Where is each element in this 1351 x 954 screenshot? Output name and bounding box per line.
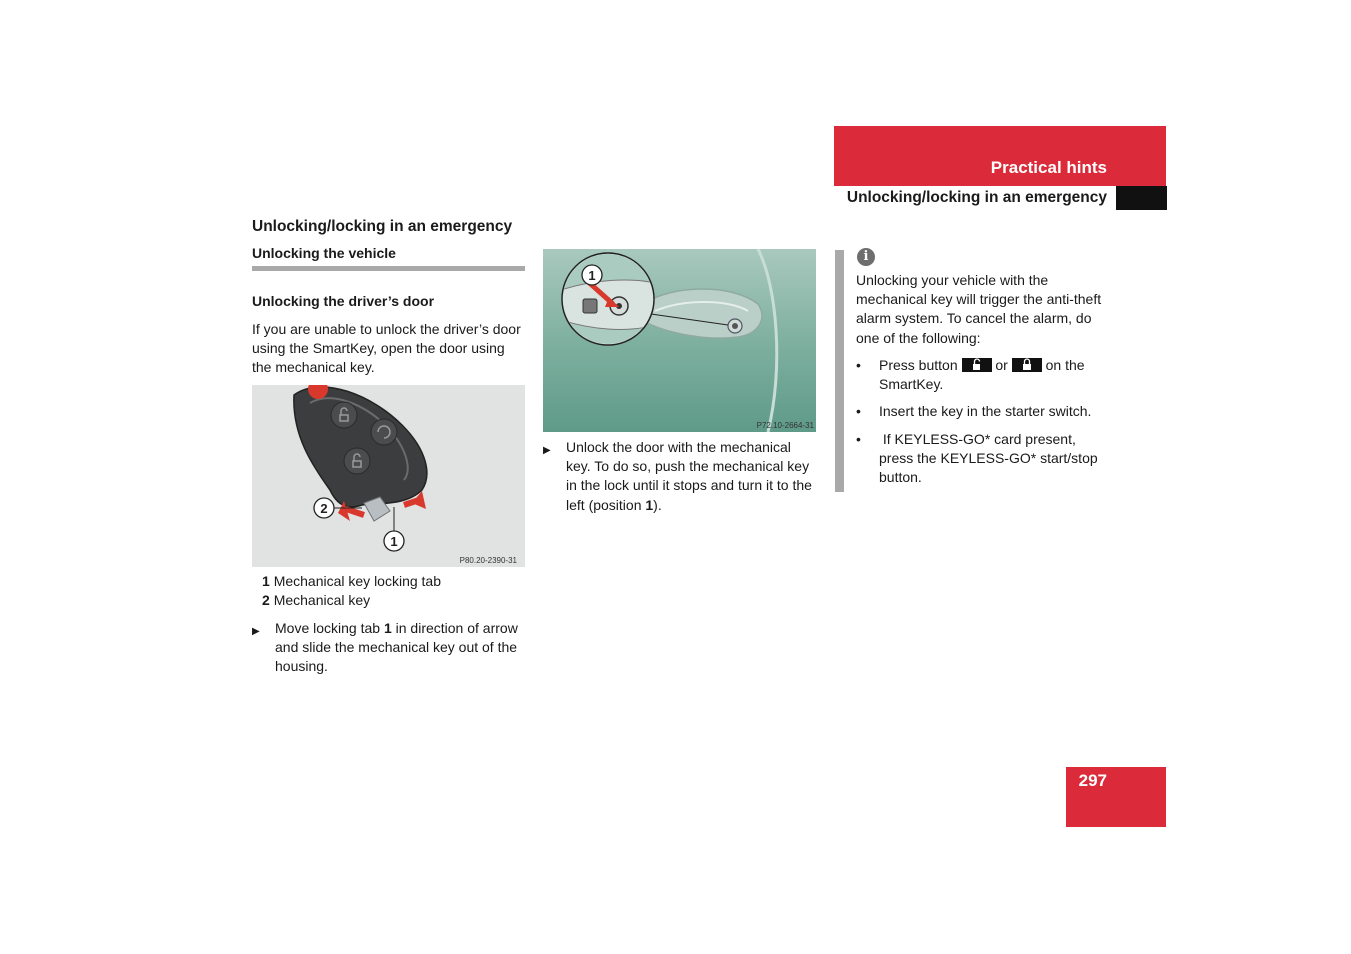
- info-box-bar: [835, 250, 844, 492]
- list-item: [856, 402, 1112, 421]
- legend-text: Mechanical key locking tab: [273, 573, 441, 589]
- subsection-title: Unlocking/locking in an emergency: [846, 189, 1107, 206]
- bullet-text: Insert the key in the starter switch.: [879, 403, 1092, 420]
- legend-item: [262, 572, 532, 591]
- list-item: [856, 356, 1112, 394]
- figure1-legend: [262, 572, 532, 610]
- figure2-code: P72.10-2664-31: [756, 421, 814, 430]
- smartkey-figure: [252, 385, 525, 567]
- door-lock-figure: [543, 249, 816, 432]
- page-number: 297: [1078, 771, 1107, 790]
- step-text: Move locking tab 1 in direction of arrow and slide the mechanical key out of the housing.: [275, 620, 518, 675]
- instruction-step-1: [252, 619, 527, 677]
- lock-icon: [1012, 358, 1042, 372]
- subheading-rule: [252, 266, 525, 271]
- legend-number: 2: [262, 592, 270, 609]
- instruction-step-2: [543, 438, 818, 515]
- door-handle-illustration: [543, 249, 816, 432]
- legend-number: 1: [262, 573, 270, 589]
- list-item: [856, 430, 1112, 488]
- step-marker-icon: ▶: [252, 626, 260, 637]
- subheading: Unlocking the vehicle: [252, 245, 396, 261]
- section-title: Practical hints: [990, 158, 1107, 177]
- step-text: Unlock the door with the mechanical key. To do so, push the mechanical key in the lock until it stops and turn it to the left (position 1).: [566, 439, 812, 513]
- smartkey-illustration: [252, 385, 525, 567]
- info-text: Unlocking your vehicle with the mechanical key will trigger the anti-theft alarm system. To cancel the alarm, do one of the following:: [856, 272, 1102, 346]
- page-heading: Unlocking/locking in an emergency: [252, 218, 513, 235]
- step-marker-icon: ▶: [543, 445, 551, 456]
- bullet-text: Press button or on the SmartKey.: [879, 357, 1085, 393]
- bullet-text: If KEYLESS-GO* card present, press the KEYLESS-GO* start/stop button.: [879, 430, 1102, 486]
- bullet-marker: •: [856, 430, 861, 447]
- subsection-marker: [1116, 186, 1167, 210]
- subsubheading: Unlocking the driver’s door: [252, 293, 435, 309]
- info-bullet-list: [856, 356, 1112, 495]
- legend-item: [262, 591, 532, 610]
- intro-paragraph: If you are unable to unlock the driver’s door using the SmartKey, open the door using the mechanical key.: [252, 321, 521, 376]
- figure2-callout-1: 1: [588, 268, 596, 283]
- figure1-code: P80.20-2390-31: [459, 556, 517, 565]
- legend-text: Mechanical key: [273, 592, 371, 609]
- figure1-callout-1: 1: [390, 534, 398, 549]
- info-icon: i: [857, 248, 875, 266]
- bullet-marker: •: [856, 357, 861, 373]
- bullet-marker: •: [856, 403, 861, 420]
- figure1-callout-2: 2: [320, 501, 328, 516]
- unlock-icon: [962, 358, 992, 372]
